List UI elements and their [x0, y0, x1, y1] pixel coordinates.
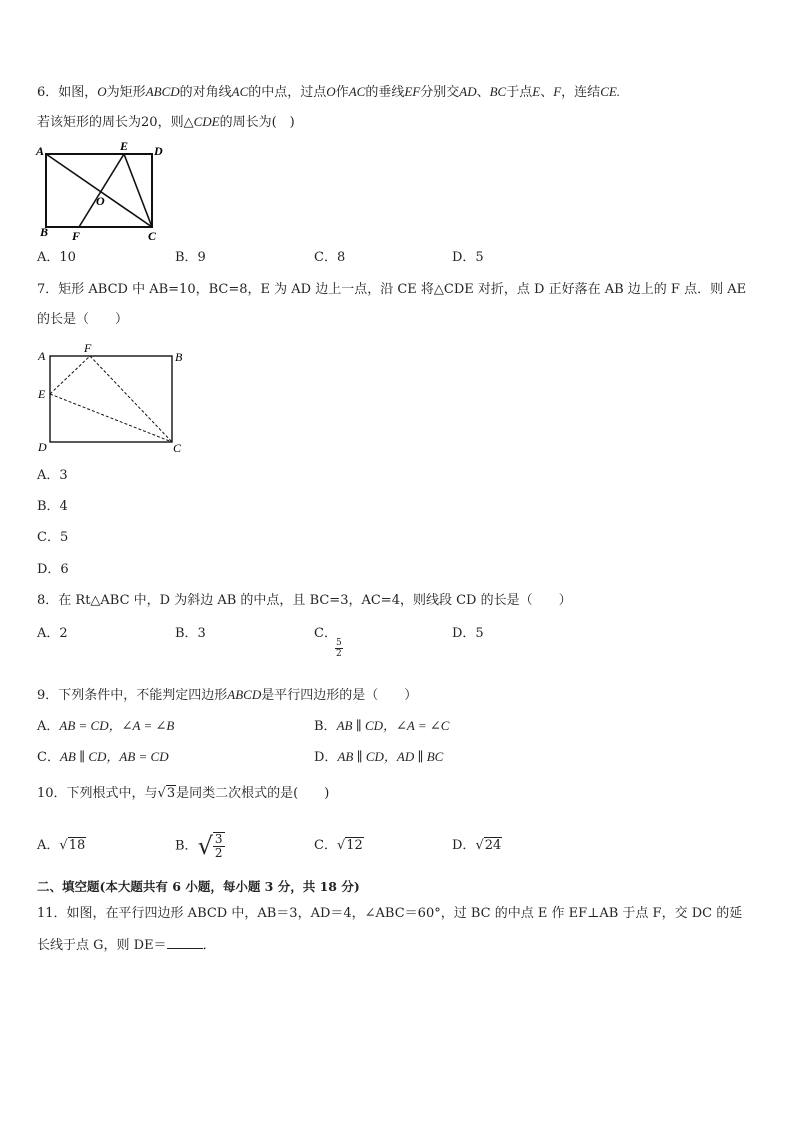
- q9-option-c[interactable]: C．AB ∥ CD，AB = CD: [37, 749, 169, 765]
- q8-option-c[interactable]: [314, 625, 337, 643]
- q7-option-a[interactable]: A．3: [37, 468, 68, 483]
- q11-answer-blank[interactable]: [167, 936, 203, 949]
- q6-segment-ce: [124, 154, 152, 227]
- section-title-fill-in: 二、填空题(本大题共有 6 小题，每小题 3 分，共 18 分): [37, 879, 360, 894]
- sqrt-3: √3: [157, 786, 176, 801]
- q9-option-a[interactable]: A．AB = CD，∠A = ∠B: [37, 718, 175, 734]
- q7-label-c: C: [173, 441, 182, 455]
- q8-option-d[interactable]: D．5: [452, 626, 484, 641]
- q8-option-a[interactable]: A．2: [37, 626, 68, 641]
- sqrt-12: √12: [336, 838, 363, 853]
- q9-option-d[interactable]: D．AB ∥ CD，AD ∥ BC: [314, 749, 444, 765]
- q7-segment-fc: [90, 356, 172, 442]
- q6-option-c[interactable]: C．8: [314, 250, 346, 265]
- q10-option-d[interactable]: D．√24: [452, 838, 502, 853]
- q8-option-b[interactable]: B．3: [175, 626, 206, 641]
- q7-label-e: E: [38, 387, 46, 401]
- q7-stem-line1: 7．矩形 ABCD 中 AB=10，BC=8，E 为 AD 边上一点，沿 CE 将△CDE 对折，点 D 正好落在 AB 边上的 F 点．则 AE: [37, 282, 747, 297]
- q10-stem: 10．下列根式中，与√3是同类二次根式的是( ): [37, 786, 330, 801]
- q6-segment-ef: [79, 154, 124, 227]
- q7-label-a: A: [38, 349, 46, 363]
- q10-option-b[interactable]: B．√ $\frac{3}{2}$: [175, 832, 223, 860]
- q6-label-o: O: [96, 194, 105, 208]
- q10-option-a[interactable]: A．√18: [37, 838, 86, 853]
- sqrt-24: √24: [475, 838, 502, 853]
- q8-option-c-numerator: 5: [336, 638, 342, 648]
- q11-stem-line2: 长线于点 G，则 DE＝ ．: [37, 938, 216, 953]
- q6-option-b[interactable]: B．9: [175, 250, 206, 265]
- q8-stem: 8．在 Rt△ABC 中，D 为斜边 AB 的中点，且 BC=3，AC=4，则线段 CD 的长是（ ）: [37, 593, 572, 608]
- sqrt-fraction-3-2: $\frac{3}{2}$: [214, 832, 223, 860]
- q6-label-d: D: [154, 144, 163, 158]
- sqrt-18: √18: [59, 838, 86, 853]
- q7-rectangle: [50, 356, 172, 442]
- q6-label-e: E: [120, 140, 129, 153]
- q6-option-d[interactable]: D．5: [452, 250, 484, 265]
- q6-label-f: F: [72, 229, 81, 243]
- q6-label-c: C: [148, 229, 157, 243]
- q6-label-a: A: [36, 144, 45, 158]
- q11-stem-line1: 11．如图，在平行四边形 ABCD 中，AB＝3，AD＝4，∠ABC＝60°，过 BC 的中点 E 作 EF⊥AB 于点 F，交 DC 的延: [37, 906, 743, 921]
- q9-stem: 9．下列条件中，不能判定四边形ABCD是平行四边形的是（ ）: [37, 687, 418, 703]
- q6-figure: [34, 140, 164, 246]
- q9-option-b[interactable]: B．AB ∥ CD，∠A = ∠C: [314, 718, 450, 734]
- q8-option-c-fraction: [335, 638, 343, 659]
- q7-option-c[interactable]: C．5: [37, 530, 69, 545]
- q8-option-c-label: C．: [314, 626, 337, 641]
- q7-label-d: D: [38, 440, 47, 454]
- q7-option-d[interactable]: D．6: [37, 562, 69, 577]
- q7-label-f: F: [84, 341, 92, 355]
- q7-stem-line2: 的长是（ ）: [37, 312, 129, 327]
- q7-figure: [34, 340, 194, 458]
- q6-option-a[interactable]: A．10: [37, 250, 76, 265]
- q7-label-b: B: [175, 350, 183, 364]
- q6-stem-line1: 6．如图，O为矩形ABCD的对角线AC的中点，过点O作AC的垂线EF分别交AD、BC于点E、F，连结CE.: [37, 84, 621, 100]
- q6-label-b: B: [40, 225, 49, 239]
- q10-option-c[interactable]: C．√12: [314, 838, 363, 853]
- q6-stem-line2: 若该矩形的周长为20，则△CDE的周长为( ): [37, 114, 295, 130]
- q7-option-b[interactable]: B．4: [37, 499, 68, 514]
- q8-option-c-denominator: 2: [336, 649, 342, 659]
- q6-diagonal-ac: [46, 154, 152, 227]
- q7-segment-ec: [50, 394, 172, 442]
- q7-segment-ef: [50, 356, 90, 394]
